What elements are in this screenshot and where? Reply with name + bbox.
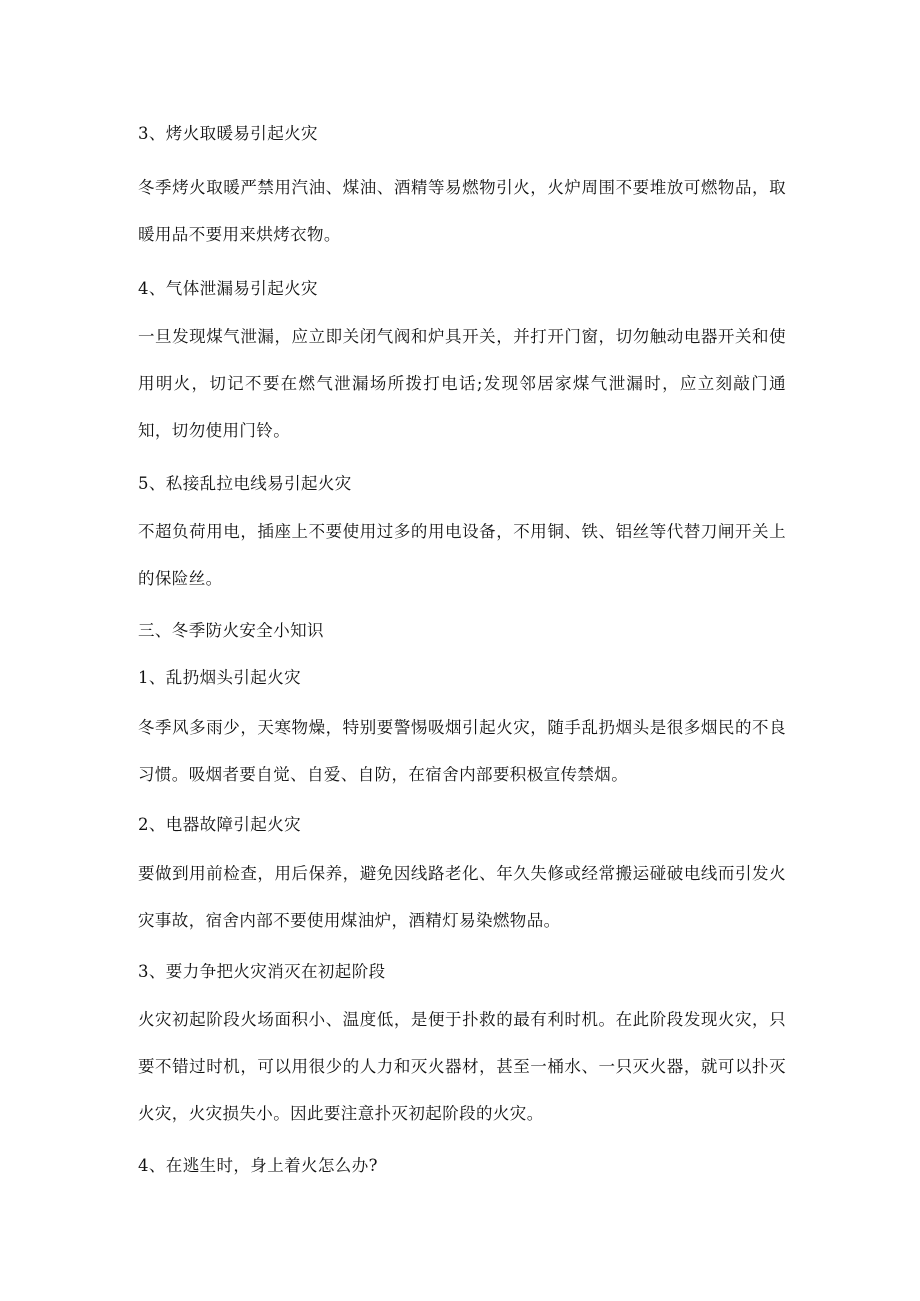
section-heading: 3、烤火取暖易引起火灾 xyxy=(138,124,318,143)
section-heading: 5、私接乱拉电线易引起火灾 xyxy=(138,474,352,493)
paragraph: 冬季烤火取暖严禁用汽油、煤油、酒精等易燃物引火，火炉周围不要堆放可燃物品，取暖用品不要用来烘烤衣物。 xyxy=(138,178,786,244)
paragraph: 要做到用前检查，用后保养，避免因线路老化、年久失修或经常搬运碰破电线而引发火灾事故，宿舍内部不要使用煤油炉，酒精灯易染燃物品。 xyxy=(138,864,786,930)
section-heading: 4、气体泄漏易引起火灾 xyxy=(138,279,318,298)
section-heading: 3、要力争把火灾消灭在初起阶段 xyxy=(138,962,386,981)
paragraph: 冬季风多雨少，天寒物燥，特别要警惕吸烟引起火灾，随手乱扔烟头是很多烟民的不良习惯。吸烟者要自觉、自爱、自防，在宿舍内部要积极宣传禁烟。 xyxy=(138,718,786,784)
section-heading: 2、电器故障引起火灾 xyxy=(138,815,301,834)
section-heading: 4、在逃生时，身上着火怎么办? xyxy=(138,1156,378,1175)
section-heading: 1、乱扔烟头引起火灾 xyxy=(138,668,301,687)
paragraph: 不超负荷用电，插座上不要使用过多的用电设备，不用铜、铁、铝丝等代替刀闸开关上的保险丝。 xyxy=(138,522,786,588)
chapter-heading: 三、冬季防火安全小知识 xyxy=(138,621,324,640)
paragraph: 火灾初起阶段火场面积小、温度低，是便于扑救的最有利时机。在此阶段发现火灾，只要不错过时机，可以用很少的人力和灭火器材，甚至一桶水、一只灭火器，就可以扑灭火灾，火灾损失小。因此要注意扑灭初起阶段的火灾。 xyxy=(138,1010,786,1123)
paragraph: 一旦发现煤气泄漏，应立即关闭气阀和炉具开关，并打开门窗，切勿触动电器开关和使用明火，切记不要在燃气泄漏场所拨打电话;发现邻居家煤气泄漏时，应立刻敲门通知，切勿使用门铃。 xyxy=(138,327,786,440)
